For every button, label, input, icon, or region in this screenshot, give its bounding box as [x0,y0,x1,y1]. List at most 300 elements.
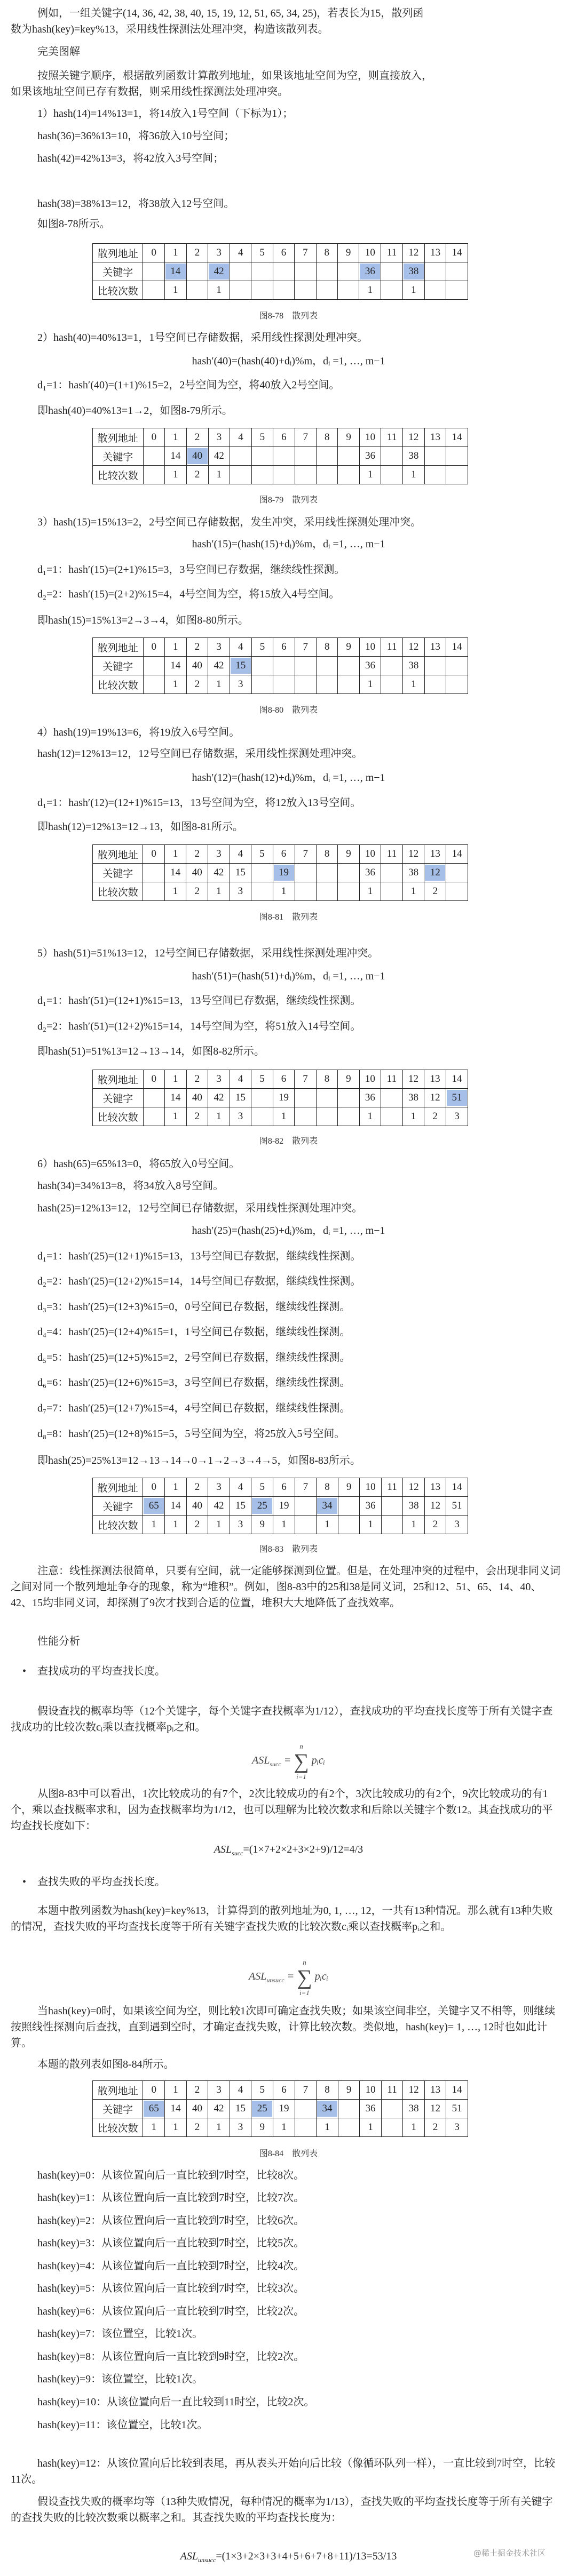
table-cell [230,447,251,466]
table-cell [381,675,403,694]
table-cell: 11 [381,428,403,447]
compare-count-row [93,675,468,694]
fail-line: hash(key)=8：从该位置向后一直比较到9时空，比较2次。 [37,2351,305,2363]
table-cell [251,675,273,694]
table-cell: 14 [446,1070,468,1089]
table-cell: 1 [403,675,425,694]
table-cell: 9 [337,244,359,262]
address-row [93,638,468,657]
row-label: 关键字 [93,262,143,281]
table-cell: 1 [143,1516,165,1534]
row-label: 比较次数 [93,281,143,300]
table-cell: 5 [251,1478,273,1497]
table-cell: 3 [208,428,230,447]
table-cell [446,281,468,300]
unsuccess-paragraph: 本题中散列函数为hash(key)=key%13，计算得到的散列地址为0, 1, …, 12，一共有13种情况。那么就有13种失败的情况，查找失败的平均查找长度等于所有关键字查找失败的比较次数cᵢ乘以查找概率pᵢ之和。 [11,1905,553,1933]
table-cell: 1 [208,1107,230,1126]
table-cell [446,882,468,901]
table-cell: 14 [446,428,468,447]
table-cell: 1 [165,638,187,657]
table-cell: 38 [402,262,424,281]
table-cell: 42 [208,657,230,675]
table-cell [143,466,164,484]
table-cell: 2 [186,244,208,262]
table-cell: 9 [338,1478,360,1497]
table-cell: 8 [316,1070,337,1089]
table-cell [381,882,403,901]
table-cell: 6 [273,1070,295,1089]
table-cell: 1 [402,882,424,901]
table-cell [295,281,316,300]
table-cell [316,447,337,466]
row-label: 比较次数 [93,466,144,484]
table-cell: 9 [338,638,359,657]
table-cell: 12 [403,638,425,657]
table-cell [143,675,164,694]
hash-table [92,637,468,694]
table-cell [251,262,273,281]
asl-unsucc-sum-formula: $ASL_{unsucc}$ = ∑ n i=1 pᵢcᵢ [249,1958,328,1997]
table-cell: 12 [424,2100,446,2118]
table-cell: 65 [143,2100,165,2118]
table-cell: 42 [208,447,230,466]
table-cell [273,447,295,466]
table-cell: 4 [230,244,251,262]
hash-table [92,2080,468,2137]
table-cell: 1 [360,1516,382,1534]
table-cell: 3 [230,1107,251,1126]
table-cell [446,262,468,281]
watermark: @稀土掘金技术社区 [473,2548,546,2558]
bullet-success-asl: • 查找成功的平均查找长度。 [0,1663,577,1679]
table-cell [381,466,403,484]
table-cell: 42 [208,1089,230,1107]
table-cell [337,281,359,300]
figure-caption: 图8-78 散列表 [259,312,318,321]
table-cell: 34 [317,1497,338,1516]
note-paragraph: 注意：线性探测法很简单，只要有空间，就一定能够探测到位置。但是，在处理冲突的过程中，会出现非同义词之间对同一个散列地址争夺的现象，称为“堆积”。例如，图8-83中的25和38是同义词，25和12、51、65、14、40、42、15均非同义词，却探测了9次才找到合适的位置，堆积大大地降低了查找效率。 [11,1565,560,1609]
probe-formula: hash′(25)=(hash(25)+dᵢ)%m，dᵢ =1, …, m−1 [192,1225,385,1237]
table-cell: 25 [251,2100,273,2118]
table-cell: 8 [316,428,337,447]
table-cell [338,2100,360,2118]
table-cell [424,657,446,675]
table-cell: 13 [424,2081,446,2100]
table-cell: 1 [317,1516,338,1534]
table-cell [295,1089,316,1107]
table-cell: 13 [424,1070,446,1089]
table-cell: 1 [208,281,230,300]
table-cell: 65 [143,1497,165,1516]
step-line: hash(25)=12%13=12，12号空间已存储数据，采用线性探测处理冲突。 [37,1202,363,1214]
method-line-2: 如果该地址空间已存有数据，则采用线性探测法处理冲突。 [11,86,288,98]
probe-formula: hash′(51)=(hash(51)+dᵢ)%m，dᵢ =1, …, m−1 [192,970,385,982]
step-line: d₇=7：hash′(25)=(12+7)%15=4，4号空间已存数据，继续线性探测。 [37,1402,351,1414]
table-cell: 12 [403,2081,425,2100]
table-cell [316,466,337,484]
table-cell: 2 [186,1516,208,1534]
table-cell: 10 [359,244,381,262]
table-cell [338,864,359,882]
key-row [93,1497,468,1516]
bullet-unsuccess-asl: • 查找失败的平均查找长度。 [0,1874,577,1890]
step-line: d₄=4：hash′(25)=(12+4)%15=1，1号空间已存数据，继续线性探测。 [37,1326,351,1338]
step-line: 5）hash(51)=51%13=12，12号空间已存储数据，采用线性探测处理冲突。 [37,947,379,959]
table-cell [317,675,338,694]
step-line: d₁=1：hash′(25)=(12+1)%15=13，13号空间已存数据，继续线性探测。 [37,1250,361,1262]
fail-line: hash(key)=10：从该位置向后一直比较到11时空，比较2次。 [37,2396,315,2408]
figure-caption: 图8-82 散列表 [259,1137,318,1146]
table-cell: 42 [208,1497,230,1516]
fail-line-12: hash(key)=12：从该位置向后比较到表尾，再从表头开始向后比较（像循环队列一样），一直比较到7时空，比较11次。 [11,2458,556,2485]
table-cell: 1 [165,2118,187,2137]
step-line: 3）hash(15)=15%13=2，2号空间已存储数据，发生冲突，采用线性探测处理冲突。 [37,516,422,528]
intro-line-2: 数为hash(key)=key%13，采用线性探测法处理冲突，构造该散列表。 [11,23,329,35]
table-cell [381,864,403,882]
table-cell [381,447,403,466]
table-cell [338,1516,360,1534]
table-cell: 11 [381,2081,403,2100]
table-cell: 38 [402,1089,424,1107]
table-cell: 2 [186,882,208,901]
table-cell: 13 [424,1478,446,1497]
table-cell: 2 [424,1516,446,1534]
table-cell [338,1107,359,1126]
table-cell [295,2118,316,2137]
table-cell: 1 [164,1070,186,1089]
table-cell: 36 [359,657,381,675]
step-line: d₁=1：hash′(40)=(1+1)%15=2，2号空间为空，将40放入2号空间。 [37,379,340,391]
intro-line-1: 例如，一组关键字(14, 36, 42, 38, 40, 15, 19, 12, 51, 65, 34, 25)，若表长为15，散列函 [37,7,424,19]
row-label: 比较次数 [93,2118,143,2137]
table-cell [338,447,359,466]
fail-line: hash(key)=2：从该位置向后一直比较到7时空，比较6次。 [37,2215,305,2227]
key-row [93,1089,468,1107]
table-cell [273,262,294,281]
row-label: 比较次数 [93,1516,143,1534]
unsuccess-explanation: 当hash(key)=0时，如果该空间为空，则比较1次即可确定查找失败；如果该空间非空，关键字又不相等，则继续按照线性探测向后查找，直到遇到空时，才确定查找失败，计算比较次数。类似地，hash(key)= 1, …, 12时也如此计算。 [11,2005,556,2049]
table-cell [446,466,468,484]
table-cell [295,1516,316,1534]
table-cell: 3 [230,2118,251,2137]
table-cell: 7 [295,2081,316,2100]
hash-table [92,1070,468,1126]
table-cell: 51 [446,2100,468,2118]
table-cell [317,657,338,675]
row-label: 散列地址 [93,845,143,864]
figure-caption: 图8-83 散列表 [259,1545,318,1554]
table-cell [251,281,273,300]
table-cell: 15 [230,657,251,675]
table-cell: 6 [273,638,295,657]
key-row [93,447,468,466]
table-cell [338,2118,360,2137]
step-line: d₁=1：hash′(15)=(2+1)%15=3，3号空间已存数据，继续线性探测。 [37,564,345,576]
table-cell: 19 [273,864,295,882]
table-cell: 4 [230,2081,251,2100]
table-cell: 1 [164,845,186,864]
table-cell [143,864,164,882]
table-cell: 8 [317,1478,338,1497]
table-cell [381,281,403,300]
section-heading-analysis: 性能分析 [37,1636,80,1647]
table-cell [273,657,295,675]
table-cell: 4 [230,428,251,447]
hash-table [92,428,468,484]
table-cell [186,262,208,281]
table-cell: 42 [208,864,230,882]
table-cell [143,281,164,300]
table-cell: 2 [186,2081,208,2100]
row-label: 散列地址 [93,1070,144,1089]
table-cell: 14 [446,244,468,262]
step-line: d₁=1：hash′(51)=(12+1)%15=13，13号空间已存数据，继续线性探测。 [37,995,361,1007]
table-cell: 8 [317,638,338,657]
table-cell: 7 [295,428,316,447]
table-cell: 38 [402,864,424,882]
table-cell: 1 [273,1107,295,1126]
table-cell [295,1497,316,1516]
table-cell: 10 [359,1070,381,1089]
step-line: d₂=2：hash′(51)=(12+2)%15=14，14号空间为空，将51放入14号空间。 [37,1020,361,1032]
table-cell: 36 [360,1497,382,1516]
table-cell: 9 [338,428,359,447]
table-cell: 2 [424,1107,446,1126]
fail-line: hash(key)=4：从该位置向后一直比较到7时空，比较4次。 [37,2260,305,2272]
table-cell: 1 [359,1107,381,1126]
table-cell [295,262,316,281]
table-cell: 0 [143,1070,164,1089]
table-cell [251,466,273,484]
table-cell [316,1107,337,1126]
table-cell [143,447,164,466]
table-cell: 1 [273,1516,295,1534]
table-cell: 15 [230,1497,251,1516]
table-cell: 6 [273,845,295,864]
table-cell [316,882,337,901]
table-cell: 1 [208,466,230,484]
compare-count-row [93,281,468,300]
step-line: 即hash(51)=51%13=12→13→14，如图8-82所示。 [37,1046,265,1057]
compare-count-row [93,1516,468,1534]
table-cell [446,447,468,466]
table-cell: 10 [359,428,381,447]
step-line: d₁=1：hash′(12)=(12+1)%15=13，13号空间为空，将12放入13号空间。 [37,797,361,809]
table-cell: 3 [230,675,251,694]
table-cell: 6 [273,244,294,262]
address-row [93,244,468,262]
table-cell: 1 [403,466,425,484]
table-cell: 1 [359,675,381,694]
row-label: 关键字 [93,864,143,882]
row-label: 散列地址 [93,244,143,262]
table-cell: 3 [230,882,251,901]
table-cell: 6 [273,428,295,447]
fail-line: hash(key)=5：从该位置向后一直比较到7时空，比较3次。 [37,2283,305,2294]
step-line: hash(36)=36%13=10，将36放入10号空间； [37,130,235,142]
row-label: 关键字 [93,1497,143,1516]
table-cell [424,675,446,694]
table-cell: 5 [251,638,273,657]
figure-caption: 图8-84 散列表 [259,2149,318,2158]
table-cell [446,657,468,675]
table-cell [337,262,359,281]
step-line: 即hash(25)=25%13=12→13→14→0→1→2→3→4→5，如图8-83所示。 [37,1455,361,1466]
table-cell: 13 [424,428,446,447]
table-cell [316,281,337,300]
table-cell: 6 [273,1478,295,1497]
table-cell: 9 [251,2118,273,2137]
table-cell: 38 [403,447,425,466]
figure-caption: 图8-79 散列表 [259,496,318,505]
step-line: d₅=5：hash′(25)=(12+5)%15=2，2号空间已存数据，继续线性探测。 [37,1352,351,1363]
table-cell: 42 [208,2100,230,2118]
table-cell: 1 [208,1516,230,1534]
table-cell [251,447,273,466]
table-cell: 9 [338,845,359,864]
table-cell: 15 [230,864,251,882]
table-cell: 9 [251,1516,273,1534]
table-cell [338,882,359,901]
table-cell: 11 [381,244,403,262]
asl-unsucc-result: $ASL_{unsucc}=(1\times 3+2\times 3+3+4+5+6+7+8+11)/13=53/13$ [180,2550,397,2564]
table-cell [251,1089,273,1107]
table-cell: 38 [403,2100,425,2118]
step-line: d₂=2：hash′(25)=(12+2)%15=14，14号空间已存数据，继续线性探测。 [37,1275,361,1287]
table-cell: 14 [165,2100,187,2118]
table-cell: 14 [446,845,468,864]
table-cell: 2 [186,638,208,657]
address-row [93,1070,468,1089]
table-cell: 1 [208,675,230,694]
table-cell: 14 [164,864,186,882]
table-cell: 1 [164,281,186,300]
table-cell [295,657,316,675]
table-cell: 11 [381,1478,403,1497]
table-cell: 40 [186,1089,208,1107]
row-label: 关键字 [93,657,144,675]
table-cell: 1 [402,281,424,300]
step-line: d₂=2：hash′(15)=(2+2)%15=4，4号空间为空，将15放入4号空间。 [37,588,340,600]
address-row [93,845,468,864]
step-line: 2）hash(40)=40%13=1，1号空间已存储数据，采用线性探测处理冲突。 [37,332,368,344]
table-cell: 3 [208,638,230,657]
table-cell [424,466,446,484]
step-line: 1）hash(14)=14%13=1，将14放入1号空间（下标为1）； [37,108,294,119]
table-cell: 1 [273,882,295,901]
table-cell: 12 [403,428,425,447]
step-line: 即hash(12)=12%13=12→13，如图8-81所示。 [37,821,243,833]
table-cell: 13 [424,638,446,657]
table-intro: 本题的散列表如图8-84所示。 [37,2059,175,2070]
table-cell: 1 [165,428,187,447]
table-cell: 1 [165,1516,187,1534]
table-cell: 13 [424,244,446,262]
table-cell: 0 [143,244,164,262]
table-cell: 12 [424,1497,446,1516]
table-cell [424,281,446,300]
step-line: d₈=8：hash′(25)=(12+8)%15=5，5号空间为空，将25放入5号空间。 [37,1428,345,1440]
fail-line: hash(key)=7：该位置空，比较1次。 [37,2328,203,2340]
table-cell: 0 [143,428,164,447]
table-cell: 1 [317,2118,338,2137]
table-cell: 12 [402,845,424,864]
asl-succ-result: $ASL_{succ}=(1\times 7+2\times 2+3\times 2+9)/12=4/3$ [214,1844,363,1857]
table-cell: 4 [230,845,251,864]
row-label: 散列地址 [93,428,144,447]
table-cell: 5 [251,244,273,262]
table-cell [295,2100,316,2118]
table-cell: 19 [273,1497,295,1516]
table-cell [381,1089,403,1107]
table-cell: 2 [424,882,446,901]
table-cell: 15 [230,1089,251,1107]
table-cell: 1 [403,1516,425,1534]
step-line: 6）hash(65)=65%13=0，将65放入0号空间。 [37,1158,240,1170]
table-cell: 51 [446,1497,468,1516]
table-cell: 12 [402,244,424,262]
table-cell: 2 [186,2118,208,2137]
table-cell [381,1497,403,1516]
table-cell [251,1107,273,1126]
table-cell: 1 [273,2118,295,2137]
table-cell: 2 [186,675,208,694]
table-cell [381,2100,403,2118]
key-row [93,2100,468,2118]
table-cell [143,1089,164,1107]
table-cell: 0 [143,638,164,657]
success-explanation: 从图8-83中可以看出，1次比较成功的有7个，2次比较成功的有2个，3次比较成功的有2个，9次比较成功的有1个，乘以查找概率求和，因为查找概率均为1/12，也可以理解为比较次数求和后除以关键字个数12。其查找成功的平均查找长度如下： [11,1788,553,1832]
table-cell: 1 [359,466,381,484]
probe-formula: hash′(12)=(hash(12)+dᵢ)%m，dᵢ =1, …, m−1 [192,772,385,784]
row-label: 比较次数 [93,882,143,901]
table-cell [295,1107,316,1126]
row-label: 比较次数 [93,675,144,694]
table-cell: 7 [295,845,316,864]
table-cell [230,262,251,281]
table-cell [316,1089,337,1107]
compare-count-row [93,2118,468,2137]
table-cell [316,864,337,882]
table-cell [338,1497,360,1516]
table-cell [251,882,273,901]
table-cell: 10 [359,845,381,864]
section-heading-illustration: 完美图解 [37,46,80,58]
table-cell: 2 [186,466,208,484]
table-cell: 3 [208,244,230,262]
table-cell [316,262,337,281]
table-cell: 1 [359,882,381,901]
key-row [93,657,468,675]
step-line: hash(38)=38%13=12，将38放入12号空间。 [37,198,235,210]
table-cell: 12 [424,1089,446,1107]
step-line: hash(12)=12%13=12，12号空间已存储数据，采用线性探测处理冲突。 [37,748,363,760]
table-cell: 3 [446,1516,468,1534]
table-cell: 36 [360,2100,382,2118]
table-cell [251,657,273,675]
table-cell [446,675,468,694]
table-cell [230,281,251,300]
table-cell: 1 [208,2118,230,2137]
table-cell: 14 [446,2081,468,2100]
table-cell [381,2118,403,2137]
fail-line: hash(key)=6：从该位置向后一直比较到7时空，比较2次。 [37,2306,305,2317]
table-cell [143,1107,164,1126]
table-cell: 34 [317,2100,338,2118]
fail-line: hash(key)=1：从该位置向后一直比较到7时空，比较7次。 [37,2192,305,2204]
table-cell: 1 [360,2118,382,2137]
table-cell: 2 [186,1070,208,1089]
